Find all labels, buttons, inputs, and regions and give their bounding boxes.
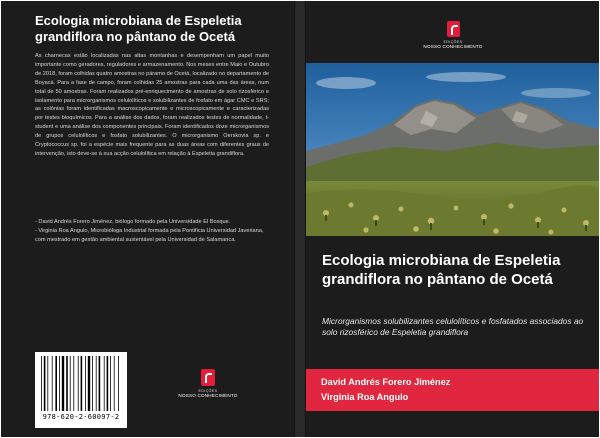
barcode-icon [39, 356, 123, 411]
red-quill-badge-icon [201, 369, 215, 386]
author-note-1: - David Andrés Forero Jiménez, biólogo formado pela Universidade El Bosque. [35, 219, 231, 225]
author-notes [35, 218, 269, 245]
back-cover [1, 1, 294, 437]
author-name-2: Virginia Roa Angulo [321, 392, 409, 402]
barcode [35, 352, 127, 428]
back-publisher-logo [173, 369, 243, 398]
front-publisher-logo [416, 21, 490, 49]
back-cover-title: Ecologia microbiana de Espeletia grandiflora no pântano de Ocetá [35, 13, 242, 44]
front-cover [306, 1, 599, 437]
front-cover-title: Ecologia microbiana de Espeletia grandiflora no pântano de Ocetá [322, 252, 561, 288]
spine [294, 1, 306, 437]
isbn-number: 978-620-2-60097-2 [42, 413, 120, 421]
red-quill-badge-icon [447, 21, 460, 37]
author-note-2: - Virginia Roa Angulo, Microbióloga Industrial formada pela Pontificia Universidad Javeriana, com mestrado em gestão ambiental sustentável pela Universidad de Salamanca. [35, 227, 264, 243]
author-name-1: David Andrés Forero Jiménez [321, 377, 451, 387]
publisher-line2: NOSSO CONHECIMENTO [178, 393, 238, 398]
front-cover-subtitle: Microrganismos solubilizantes celulolíticos e fosfatados associados ao solo rizosférico de Espeletia grandiflora [322, 316, 584, 337]
publisher-line1: EDIÇÕES [198, 389, 218, 393]
spine-fold-left [294, 1, 295, 437]
book-cover [1, 1, 599, 437]
cover-photo-paramo-landscape [306, 63, 599, 236]
back-cover-blurb: As charnecas estão localizadas nas altas montanhas e desempenham um papel muito importante como geradores, reguladores e armazenamento. Nos meses entre Maio e Outubro de 2018, foram colhidas quatro amostras no páramo de Ocetá, localizado no departamento de Boyacá. Para a fase de campo, foram colhidas 25 amostras para cada uma das áreas, num total de 50 amostras. Foram realizados pré-enriquecimento de amostras de solo rizosférico e isolamento para microrganismos celulolíticos e solubilizantes de fosfato em ágar CMC e SRS; as colónias foram identificadas macroscopicamente e microscopicamente e caracterizadas por testes bioquímicos. Para a análise dos dados, foram realizados testes de normalidade, t-student e uma análise dos componentes principais. Foram identificados doze microrganismos de grupos celulolíticos e fosfato solubilizantes. O microrganismo Oerskovia sp. e Cryptococcus sp. foi a espécie mais frequente para as duas áreas com diferentes graus de intervenção, isto deve-se à sua acção celulolítica em relação à Espeletia grandiflora. [35, 53, 269, 157]
author-band [306, 369, 599, 411]
publisher-line2: NOSSO CONHECIMENTO [423, 44, 483, 49]
publisher-line1: EDIÇÕES [443, 40, 463, 44]
